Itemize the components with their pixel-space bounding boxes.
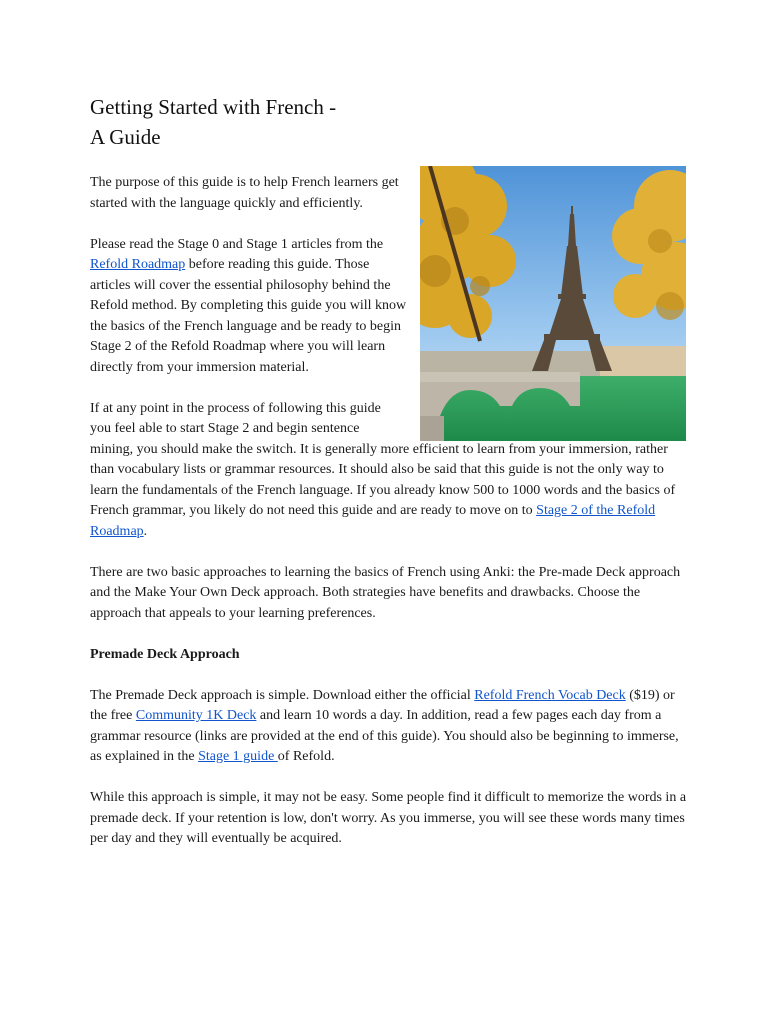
premade-deck-paragraph [90,686,690,768]
premade-text-2: ($19) or the free [90,687,675,723]
premade-text-1: The Premade Deck approach is simple. Download either the official [90,687,475,703]
switch-text-rest: mining, you should make the switch. It is generally more efficient to learn from your immersion, rather than vocabulary lists or grammar resources. It should also be said that this guide is not the only way to learn the fundamentals of the French language. If you already know 500 to 1000 words and the basics of French grammar, you likely do not need this guide and are ready to move on to [90,441,676,518]
switch-text-after: . [143,523,148,539]
premade-deck-heading: Premade Deck Approach [90,646,240,662]
eiffel-tower-photo [420,166,686,441]
switch-line-1: If at any point in the process of following this guide [90,400,381,416]
premade-text-4: of Refold. [277,749,335,764]
intro-paragraph: The purpose of this guide is to help French learners get started with the language quickly and efficiently. [90,175,399,211]
refold-roadmap-link[interactable]: Refold Roadmap [90,257,186,272]
stage1-guide-link[interactable]: Stage 1 guide [198,749,278,764]
title-line-1: Getting Started with French - [90,95,337,119]
document-page [90,92,690,850]
prerequisite-text-before: Please read the Stage 0 and Stage 1 articles from the [90,236,384,252]
switch-line-2: you feel able to start Stage 2 and begin sentence [90,421,360,436]
community-1k-deck-link[interactable]: Community 1K Deck [135,708,257,723]
approaches-paragraph: There are two basic approaches to learning the basics of French using Anki: the Pre-made Deck approach and the Make Your Own Deck approach. Both strategies have benefits and drawbacks. Choose the approach that appeals to your learning preferences. [90,564,681,621]
premade-text-3: and learn 10 words a day. In addition, read a few pages each day from a grammar resource (links are provided at the end of this guide). You should also be beginning to immerse, as explained in the [90,708,679,764]
prerequisite-paragraph [90,235,408,379]
retention-paragraph: While this approach is simple, it may not be easy. Some people find it difficult to memorize the words in a premade deck. If your retention is low, don't worry. As you immerse, you will see these words many times per day and they will eventually be acquired. [90,790,687,846]
stage2-roadmap-link[interactable]: Stage 2 of the Refold Roadmap [90,503,656,539]
refold-vocab-deck-link[interactable]: Refold French Vocab Deck [474,687,626,703]
page-title [90,92,690,152]
prerequisite-text-after: before reading this guide. Those articles will cover the essential philosophy behind the Refold method. By completing this guide you will know the basics of the French language and be ready to begin Stage 2 of the Refold Roadmap where you will learn directly from your immersion material. [90,257,407,375]
title-line-2: A Guide [90,125,161,149]
